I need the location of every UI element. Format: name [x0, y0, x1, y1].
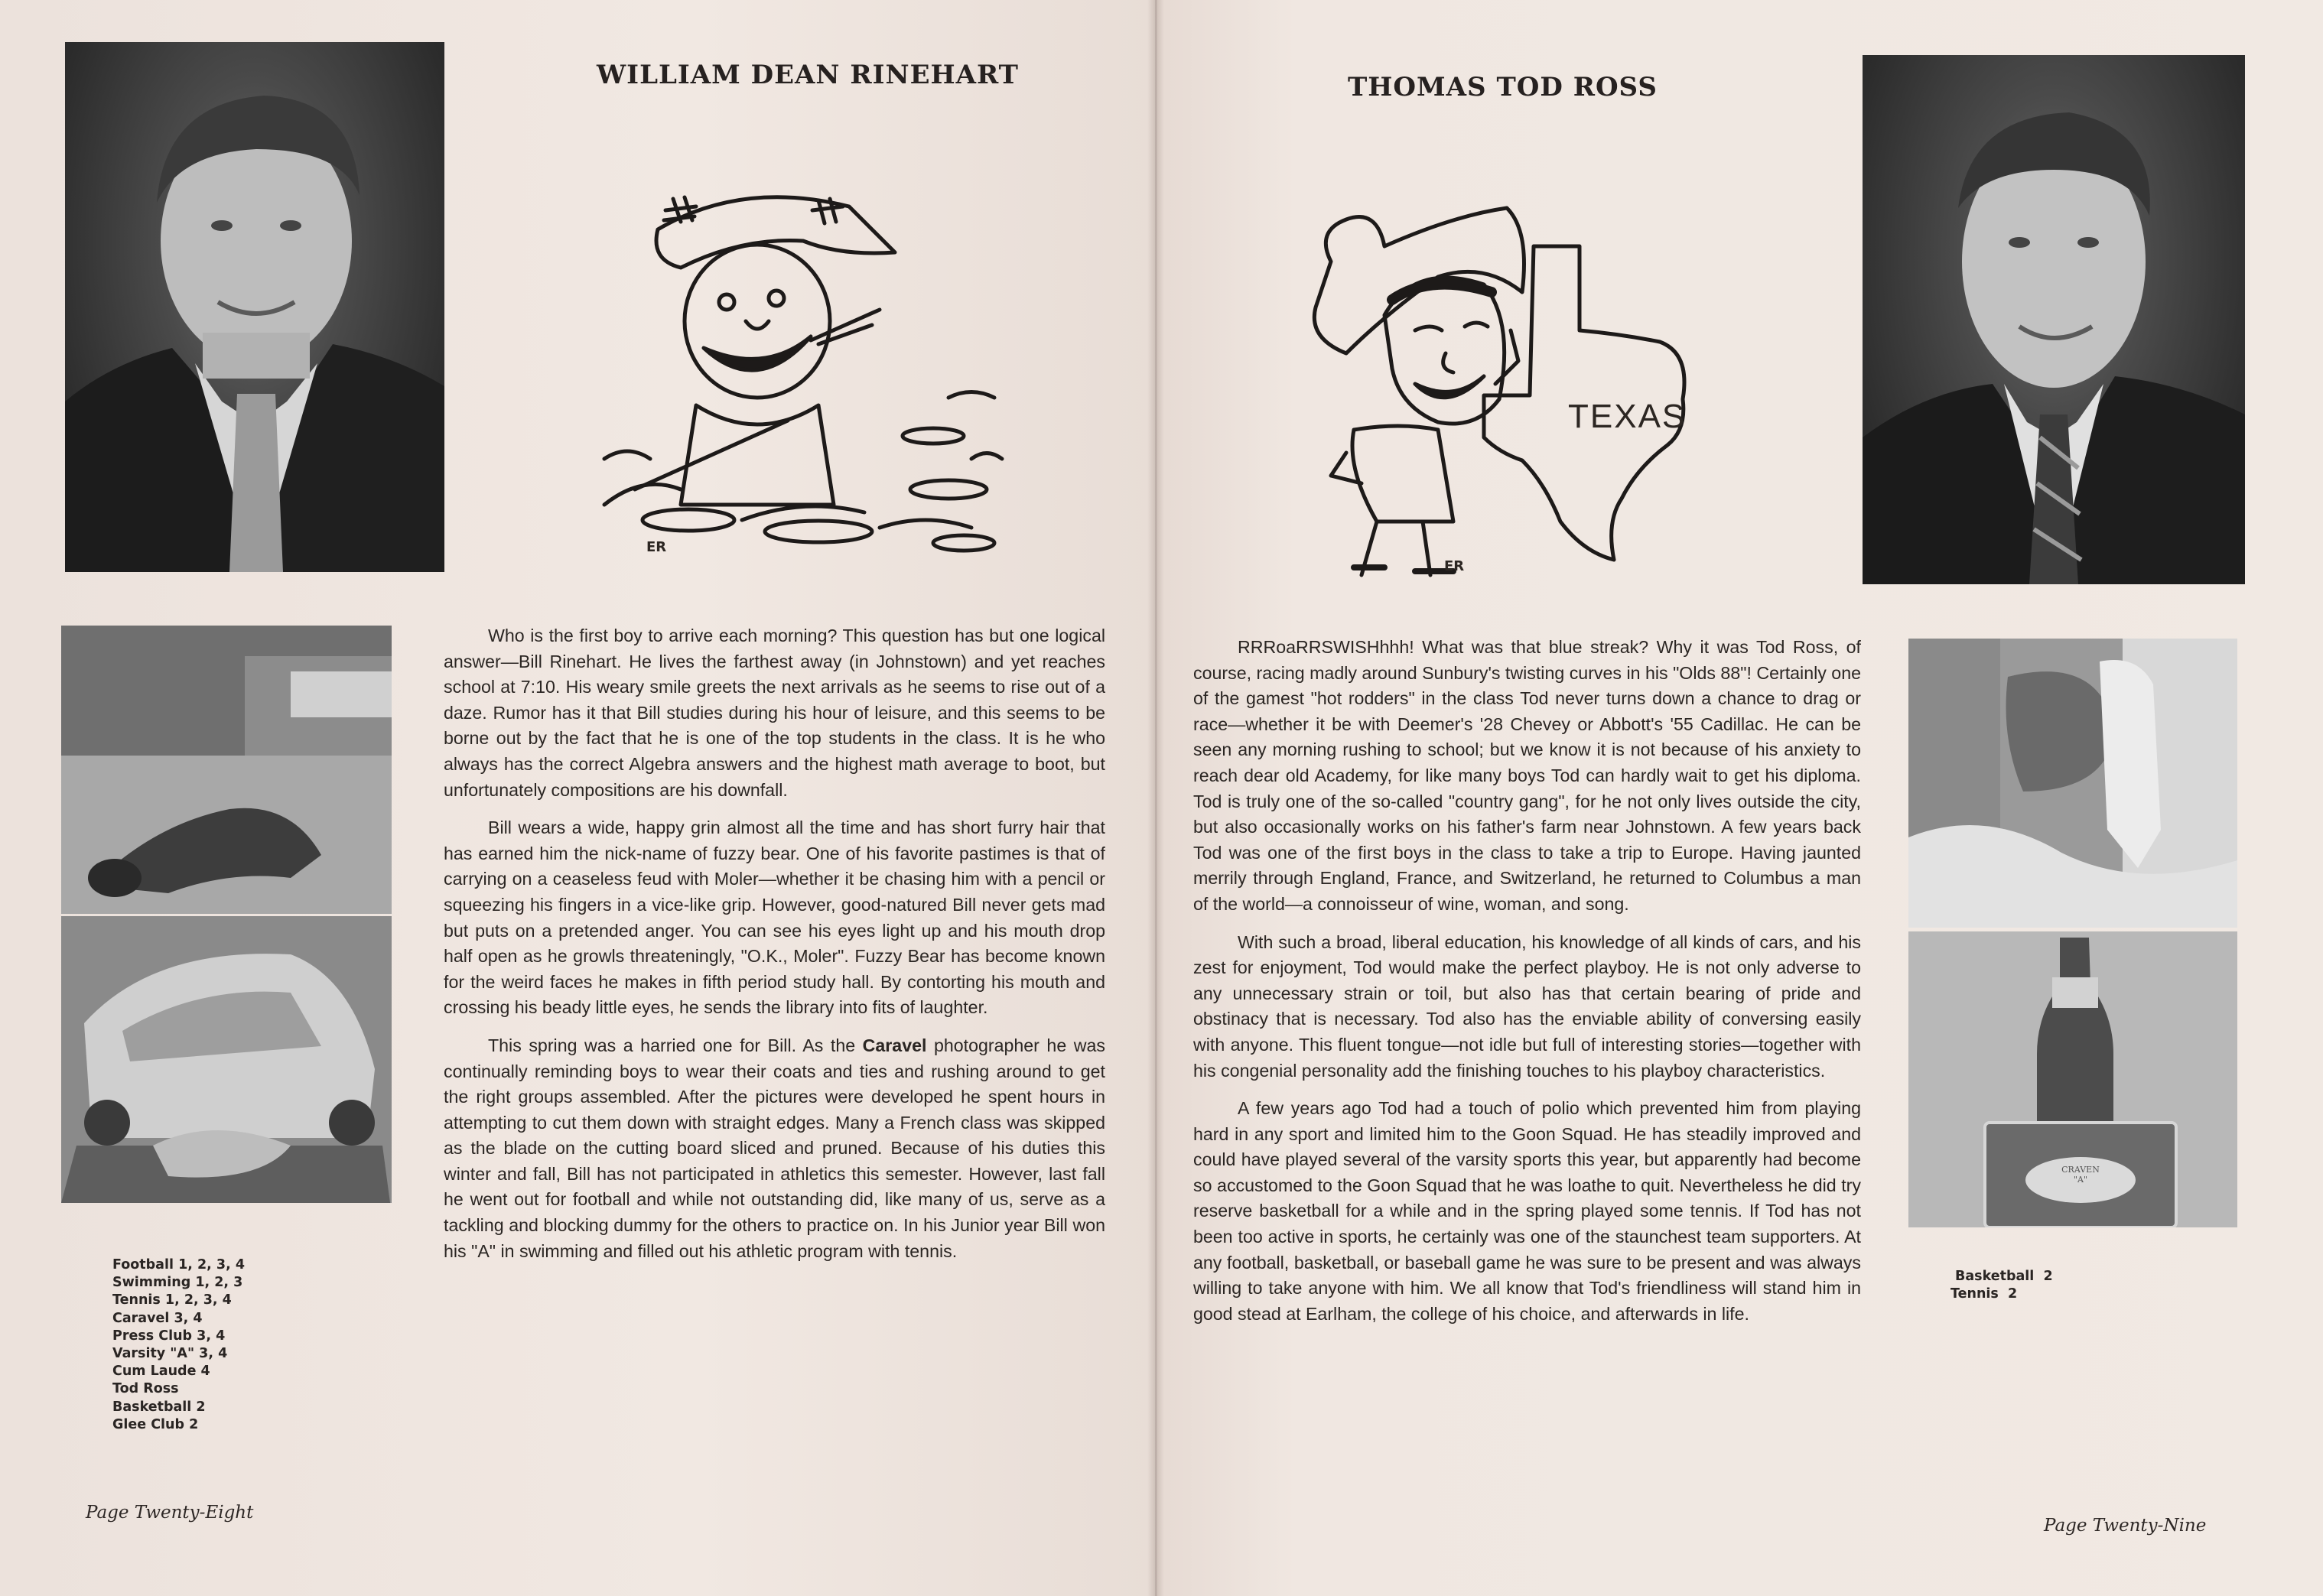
activity-item: Basketball 2	[1955, 1269, 2053, 1284]
craven-a-label	[2046, 1165, 2115, 1185]
portrait-photo-icon	[1863, 55, 2245, 584]
right-page	[1155, 0, 2323, 1596]
activity-item: Basketball 2	[112, 1399, 206, 1415]
ross-activities-list	[1950, 1268, 2053, 1303]
rinehart-portrait-photo	[65, 42, 444, 572]
activity-item: Glee Club 2	[112, 1416, 199, 1432]
ross-caricature	[1300, 200, 1744, 583]
rinehart-activities-list	[112, 1256, 245, 1434]
activity-item: Football 1, 2, 3, 4	[112, 1257, 246, 1273]
caricature-signature: ER	[1444, 558, 1465, 574]
snapshot-person-in-snow	[1908, 639, 2237, 928]
left-page	[0, 0, 1155, 1596]
rinehart-paragraph-1: Who is the first boy to arrive each morning? This question has but one logical answer—Bill Rinehart. He lives the farthest away (in Johnstown) and yet reaches school at 7:10. His weary smile greets the next arrivals as he seems to rise out of a daze. Rumor has it that Bill studies during his hour of leisure, and this seems to be borne out by the fact that he is one of the top students in the class. It is he who always has the correct Algebra answers and the highest math average to boot, but unfortunately compositions are his downfall.	[444, 626, 1105, 800]
ross-paragraph-2: With such a broad, liberal education, his knowledge of all kinds of cars, and his zest for enjoyment, Tod would make the perfect playboy. He is not only adverse to any unnecessary strain or toil, but also has that certain bearing of pride and obstinacy that is necessary. Tod also has the enviable ability of conversing easily with anyone. This fluent tongue—not idle but full of interesting stories—together with his congenial personality add the finishing touches to his playboy characteristics.	[1193, 931, 1861, 1081]
activity-item: Cum Laude 4	[112, 1364, 210, 1380]
portrait-photo-icon	[65, 42, 444, 572]
ross-portrait-photo	[1863, 55, 2245, 584]
craven-label-letter: "A"	[2073, 1175, 2088, 1185]
activity-item: Tod Ross	[112, 1381, 179, 1397]
activity-item: Swimming 1, 2, 3	[112, 1275, 243, 1291]
activity-item: Caravel 3, 4	[112, 1310, 203, 1326]
ross-paragraph-1: RRRoaRRSWISHhhh! What was that blue streak? Why it was Tod Ross, of course, racing madly around Sunbury's twisting curves in his "Olds 88"! Certainly one of the gamest "hot rodders" in the class Tod never turns down a chance to drag or race—whether it be with Deemer's '28 Chevey or Abbott's '55 Cadillac. He can be seen any morning rushing to school; but we know it is not because of his anxiety to reach dear old Academy, for like many boys Tod can hardly wait to get his diploma. Tod is truly one of the so-called "country gang", for he not only lives outside the city, but also occasionally works on his father's farm near Johnstown. A few years back Tod was one of the first boys in the class to take a trip to Europe. Having jaunted merrily through England, France, and Switzerland, he returned to Columbus a man of the world—a connoisseur of wine, woman, and song.	[1193, 637, 1861, 914]
farm-boy-caricature-icon	[589, 184, 1025, 566]
snapshot-boy-on-ground	[61, 626, 392, 914]
texas-map-label: TEXAS	[1568, 398, 1687, 435]
snapshot-wrecked-car	[61, 916, 392, 1203]
rinehart-caricature	[589, 184, 1025, 566]
craven-label-line: CRAVEN	[2061, 1165, 2100, 1175]
rinehart-paragraph-3	[444, 1033, 1105, 1264]
snapshot-wrecked-car-icon	[61, 916, 392, 1203]
activity-item: Varsity "A" 3, 4	[112, 1346, 228, 1362]
paragraph-3-text-start: This spring was a harried one for Bill. As the	[488, 1035, 863, 1055]
cowboy-caricature-icon	[1300, 200, 1744, 583]
caravel-yearbook-name: Caravel	[862, 1035, 927, 1055]
rinehart-paragraph-2: Bill wears a wide, happy grin almost all the time and has short furry hair that has earned him the nick-name of fuzzy bear. One of his favorite pastimes is that of carrying on a ceaseless feud with Moler—whether it be chasing him with a pencil or squeezing his fingers in a vice-like grip. However, good-natured Bill never gets mad but puts on a pretended anger. You can see his eyes light up and his mouth drop half open as he growls threateningly, "O.K., Moler". Fuzzy Bear has become known for the weird faces he makes in fifth period study hall. By contorting his mouth and crossing his beady little eyes, he sends the library into fits of laughter.	[444, 818, 1105, 1018]
ross-paragraph-3: A few years ago Tod had a touch of polio which prevented him from playing hard in any sport and limited him to the Goon Squad. He has steadily improved and could have played several of the varsity sports this year, but apparently had become so accustomed to the Goon Squad that he was loathe to quit. Nevertheless he did try reserve basketball for a while and in the spring played some tennis. If Tod has not been too active in sports, he certainly was one of the staunchest team supporters. At any football, basketball, or baseball game he was sure to be present and was always willing to take anyone with him. We all know that Tod's friendliness will stand him in good stead at Earlham, the college of his choice, and afterwards in life.	[1193, 1098, 1861, 1324]
page-number-right: Page Twenty-Nine	[2044, 1516, 2207, 1536]
snapshot-person-in-snow-icon	[1908, 639, 2237, 928]
rinehart-biography	[444, 623, 1105, 1276]
caricature-signature: ER	[646, 539, 667, 555]
activity-item: Tennis 1, 2, 3, 4	[112, 1292, 232, 1308]
ross-biography	[1193, 635, 1861, 1339]
snapshot-bottle-and-tin	[1908, 931, 2237, 1227]
paragraph-3-text-end: photographer he was continually reminding boys to wear their coats and ties and rushing around to get the right groups assembled. After the pictures were developed he spent hours in attempting to cut them down with straight edges. Many a French class was skipped as the blade on the cutting board sliced and pruned. Because of his duties this winter and fall, Bill has not participated in athletics this semester. However, last fall he went out for football and while not outstanding did, like many of us, serve as a tackling and blocking dummy for the others to practice on. In his Junior year Bill won his "A" in swimming and filled out his athletic program with tennis.	[444, 1035, 1105, 1261]
activity-item: Tennis 2	[1950, 1286, 2018, 1302]
book-spine-gutter	[1147, 0, 1164, 1596]
activity-item: Press Club 3, 4	[112, 1328, 226, 1344]
ross-name-heading: THOMAS TOD ROSS	[1348, 72, 1658, 102]
page-number-left: Page Twenty-Eight	[86, 1503, 254, 1523]
rinehart-name-heading: WILLIAM DEAN RINEHART	[597, 60, 1019, 90]
snapshot-boy-on-ground-icon	[61, 626, 392, 914]
